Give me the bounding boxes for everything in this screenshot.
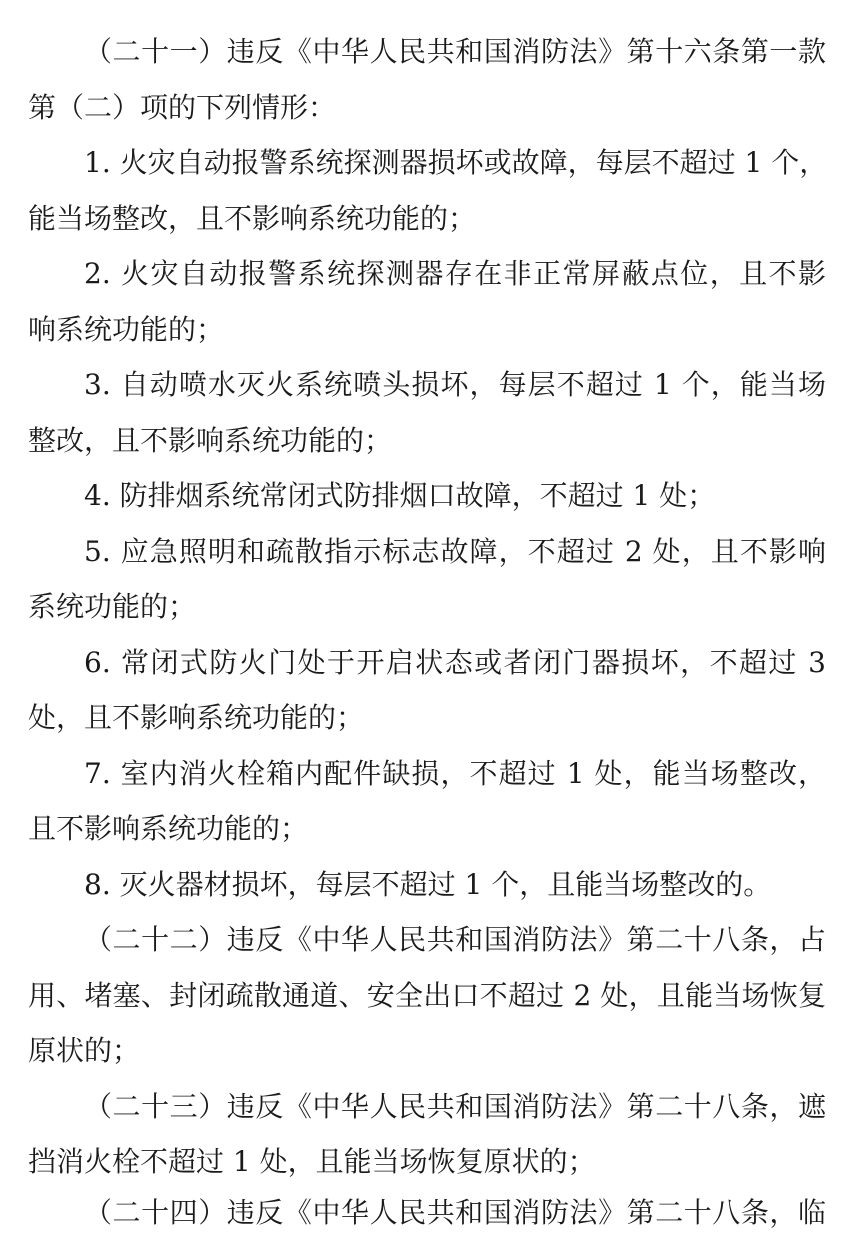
text-line: 6. 常闭式防火门处于开启状态或者闭门器损坏，不超过 3 bbox=[84, 646, 826, 679]
text-line: （二十一）违反《中华人民共和国消防法》第十六条第一款 bbox=[84, 35, 826, 68]
text-line: （二十四）违反《中华人民共和国消防法》第二十八条，临 bbox=[84, 1196, 826, 1229]
text-line: 系统功能的； bbox=[28, 590, 197, 623]
text-line: 5. 应急照明和疏散指示标志故障，不超过 2 处，且不影响 bbox=[84, 535, 826, 568]
text-line: 2. 火灾自动报警系统探测器存在非正常屏蔽点位，且不影 bbox=[84, 257, 826, 290]
text-line: 响系统功能的； bbox=[28, 313, 225, 346]
text-line: 第（二）项的下列情形： bbox=[28, 91, 337, 124]
text-line: 原状的； bbox=[28, 1034, 141, 1067]
text-line: 用、堵塞、封闭疏散通道、安全出口不超过 2 处，且能当场恢复 bbox=[28, 979, 826, 1012]
text-line: 且不影响系统功能的； bbox=[28, 812, 309, 845]
text-line: 1. 火灾自动报警系统探测器损坏或故障，每层不超过 1 个， bbox=[84, 146, 828, 179]
text-line: 处，且不影响系统功能的； bbox=[28, 701, 365, 734]
text-line: 挡消火栓不超过 1 处，且能当场恢复原状的； bbox=[28, 1145, 596, 1178]
text-line: 8. 灭火器材损坏，每层不超过 1 个，且能当场整改的。 bbox=[84, 868, 772, 901]
text-line: 3. 自动喷水灭火系统喷头损坏，每层不超过 1 个，能当场 bbox=[84, 368, 826, 401]
text-line: （二十三）违反《中华人民共和国消防法》第二十八条，遮 bbox=[84, 1090, 826, 1123]
text-line: 4. 防排烟系统常闭式防排烟口故障，不超过 1 处； bbox=[84, 479, 716, 512]
text-line: 能当场整改，且不影响系统功能的； bbox=[28, 202, 477, 235]
text-line: （二十二）违反《中华人民共和国消防法》第二十八条，占 bbox=[84, 923, 826, 956]
text-line: 7. 室内消火栓箱内配件缺损，不超过 1 处，能当场整改， bbox=[84, 757, 826, 790]
text-line: 整改，且不影响系统功能的； bbox=[28, 424, 393, 457]
